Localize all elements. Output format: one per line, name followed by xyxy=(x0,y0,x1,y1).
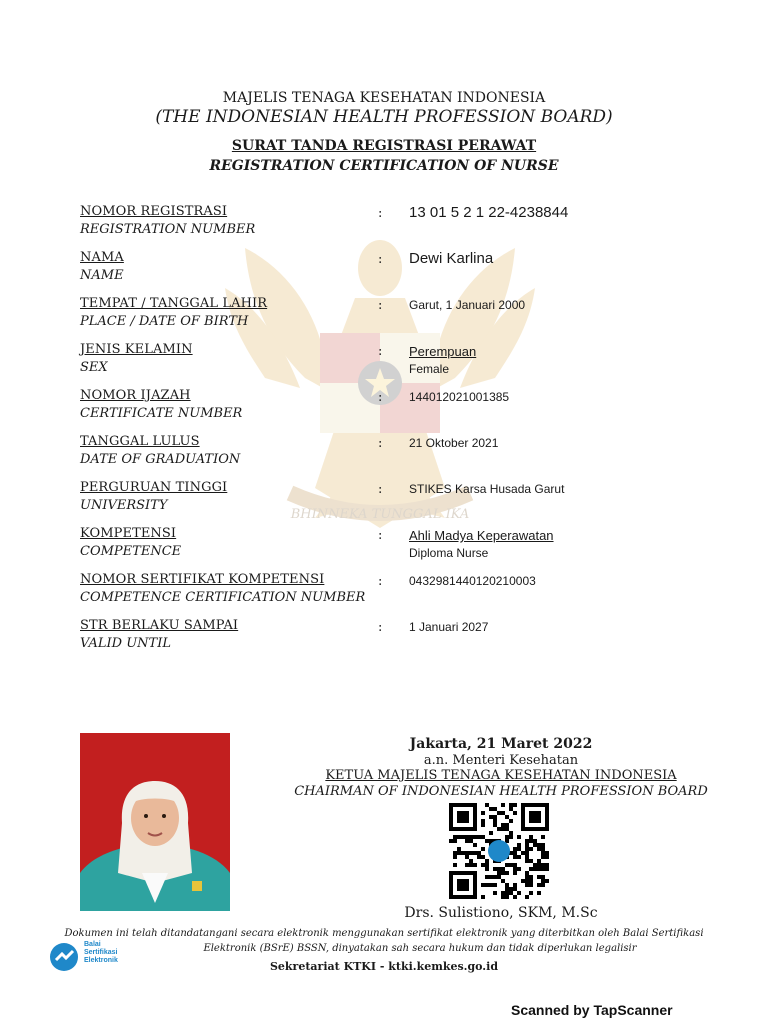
field-label: NOMOR REGISTRASI xyxy=(80,204,228,219)
field-label-en: COMPETENCE CERTIFICATION NUMBER xyxy=(80,590,366,605)
document-title: SURAT TANDA REGISTRASI PERAWAT xyxy=(231,138,537,154)
sign-position: KETUA MAJELIS TENAGA KESEHATAN INDONESIA xyxy=(325,768,677,783)
field-value: 1 Januari 2027 xyxy=(409,620,489,634)
field-colon: : xyxy=(378,574,383,589)
field-label: KOMPETENSI xyxy=(80,526,177,541)
field-colon: : xyxy=(378,390,383,405)
bsre-logo-line1: Balai xyxy=(84,941,101,948)
scanner-credit: Scanned by TapScanner xyxy=(511,1002,673,1018)
field-colon: : xyxy=(378,298,383,313)
field-label: NOMOR SERTIFIKAT KOMPETENSI xyxy=(80,572,325,587)
field-label-en: VALID UNTIL xyxy=(80,636,171,651)
field-label: NAMA xyxy=(80,250,124,265)
holder-photo xyxy=(80,733,230,911)
field-label: STR BERLAKU SAMPAI xyxy=(80,618,239,633)
field-label-en: DATE OF GRADUATION xyxy=(80,452,241,467)
garuda-emblem-watermark xyxy=(205,228,555,548)
field-label: NOMOR IJAZAH xyxy=(80,388,191,403)
field-label-en: PLACE / DATE OF BIRTH xyxy=(80,314,249,329)
field-colon: : xyxy=(378,344,383,359)
field-value: Garut, 1 Januari 2000 xyxy=(409,298,526,312)
field-label-en: REGISTRATION NUMBER xyxy=(80,222,256,237)
field-value: Dewi Karlina xyxy=(409,250,494,267)
signatory-name: Drs. Sulistiono, SKM, M.Sc xyxy=(404,905,598,921)
field-value-en: Diploma Nurse xyxy=(409,546,489,560)
esign-note-line2: Elektronik (BSrE) BSSN, dinyatakan sah secara hukum dan tidak diperlukan legalisir xyxy=(203,943,637,954)
field-label-en: CERTIFICATE NUMBER xyxy=(80,406,243,421)
field-colon: : xyxy=(378,620,383,635)
council-name: MAJELIS TENAGA KESEHATAN INDONESIA xyxy=(222,90,546,106)
field-label-en: SEX xyxy=(80,360,108,375)
secretariat: Sekretariat KTKI - ktki.kemkes.go.id xyxy=(269,960,499,973)
field-label-en: NAME xyxy=(80,268,124,283)
field-value-en: Female xyxy=(409,362,450,376)
sign-on-behalf: a.n. Menteri Kesehatan xyxy=(423,753,579,768)
field-value: 144012021001385 xyxy=(409,390,510,404)
field-label: TANGGAL LULUS xyxy=(80,434,200,449)
council-name-en: (THE INDONESIAN HEALTH PROFESSION BOARD) xyxy=(155,107,613,127)
qr-code[interactable] xyxy=(447,803,551,901)
field-label: JENIS KELAMIN xyxy=(80,342,193,357)
field-value: STIKES Karsa Husada Garut xyxy=(409,482,565,496)
document-title-en: REGISTRATION CERTIFICATION OF NURSE xyxy=(209,158,559,174)
bsre-logo-line3: Elektronik xyxy=(84,957,118,964)
field-label-en: UNIVERSITY xyxy=(80,498,168,513)
sign-position-en: CHAIRMAN OF INDONESIAN HEALTH PROFESSION BOARD xyxy=(294,784,708,799)
field-colon: : xyxy=(378,482,383,497)
esign-note-line1: Dokumen ini telah ditandatangani secara elektronik menggunakan sertifikat elektronik yang diterbitkan oleh Balai Sertifikasi xyxy=(64,928,704,939)
field-value: 21 Oktober 2021 xyxy=(409,436,499,450)
field-value: 0432981440120210003 xyxy=(409,574,536,588)
field-value: Ahli Madya Keperawatan xyxy=(409,528,554,543)
field-value: Perempuan xyxy=(409,344,477,359)
field-label: PERGURUAN TINGGI xyxy=(80,480,228,495)
field-colon: : xyxy=(378,528,383,543)
field-value: 13 01 5 2 1 22-4238844 xyxy=(409,204,569,221)
field-colon: : xyxy=(378,252,383,267)
bsre-logo-line2: Sertifikasi xyxy=(84,949,118,956)
sign-place-date: Jakarta, 21 Maret 2022 xyxy=(409,736,593,752)
field-label: TEMPAT / TANGGAL LAHIR xyxy=(80,296,268,311)
field-colon: : xyxy=(378,206,383,221)
motto-text: BHINNEKA TUNGGAL IKA xyxy=(290,507,470,522)
field-colon: : xyxy=(378,436,383,451)
field-label-en: COMPETENCE xyxy=(80,544,182,559)
